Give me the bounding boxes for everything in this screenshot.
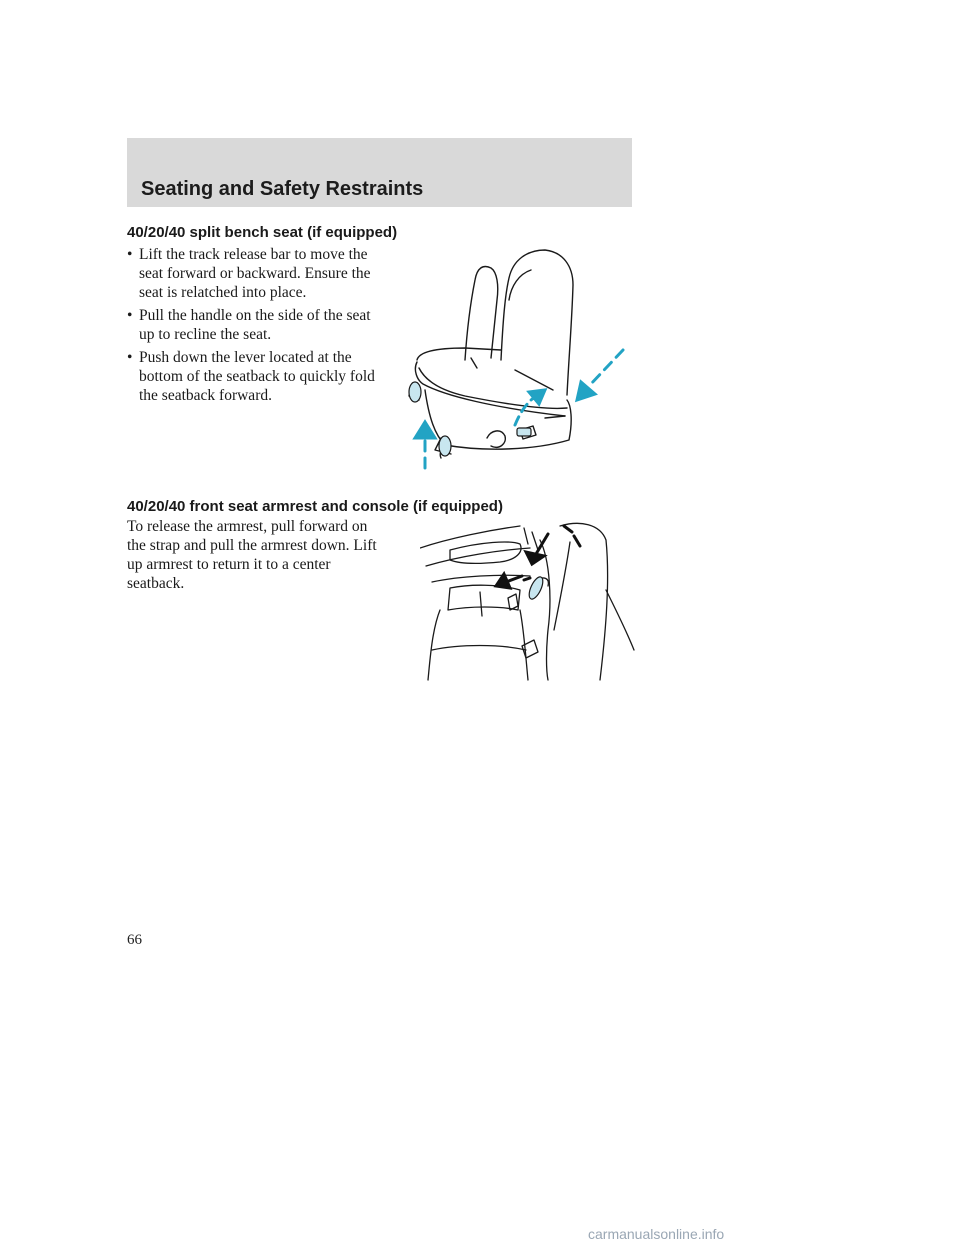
page-title: Seating and Safety Restraints	[141, 178, 424, 200]
seat-adjustment-illustration	[405, 240, 640, 475]
list-item	[127, 348, 387, 405]
armrest-instructions: To release the armrest, pull forward on the strap and pull the armrest down. Lift up armrest to return it to a center seatback.	[127, 518, 377, 592]
list-item-text: Push down the lever located at the bottom of the seatback to quickly fold the seatback forward.	[139, 349, 375, 404]
section-header-band	[127, 138, 632, 207]
list-item	[127, 306, 387, 344]
page-number: 66	[127, 932, 142, 948]
instruction-list	[127, 245, 387, 409]
bullet-icon: •	[127, 307, 133, 324]
watermark: carmanualsonline.info	[588, 1226, 725, 1242]
bullet-icon: •	[127, 349, 133, 366]
list-item-text: Lift the track release bar to move the seat forward or backward. Ensure the seat is relatched into place.	[139, 246, 371, 301]
bullet-icon: •	[127, 246, 133, 263]
list-item	[127, 245, 387, 302]
armrest-console-illustration	[420, 520, 635, 685]
list-item-text: Pull the handle on the side of the seat up to recline the seat.	[139, 307, 371, 343]
section-heading-split-bench: 40/20/40 split bench seat (if equipped)	[127, 224, 398, 241]
section-heading-armrest-console: 40/20/40 front seat armrest and console (if equipped)	[127, 498, 503, 515]
